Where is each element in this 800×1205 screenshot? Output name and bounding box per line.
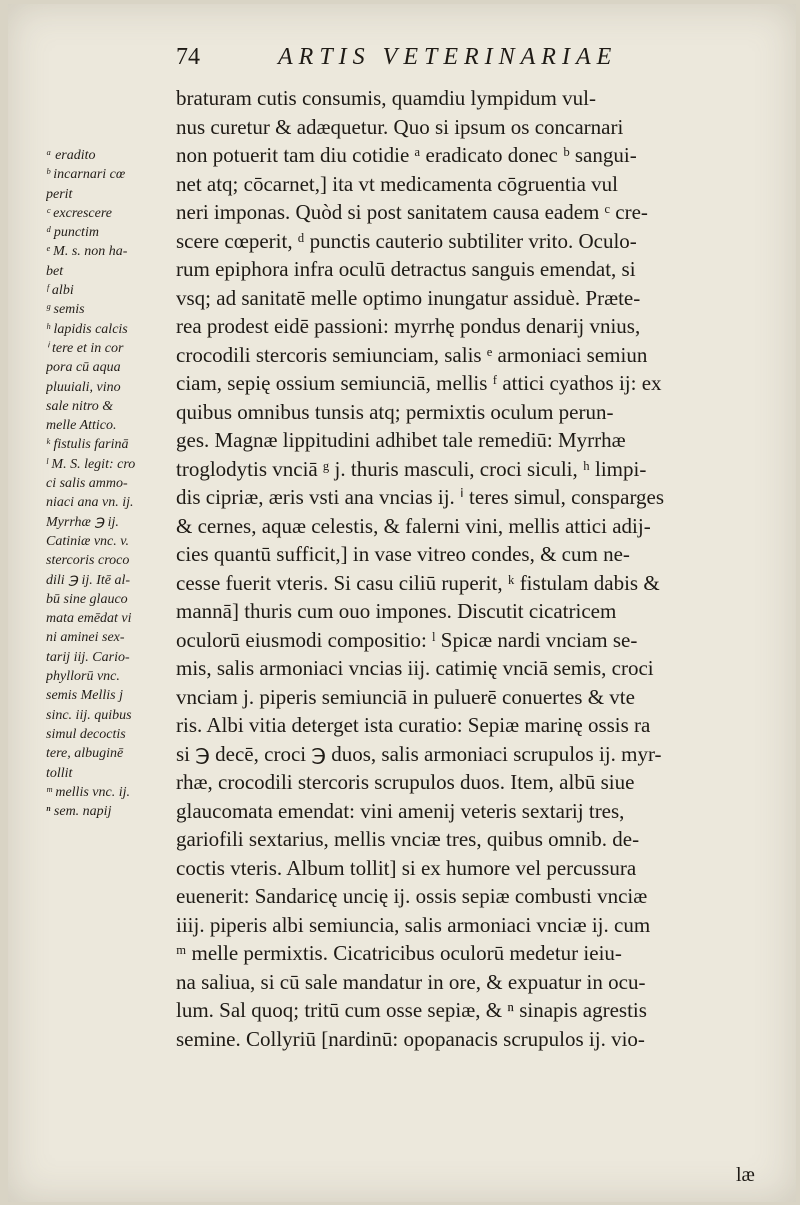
text-line: gariofili sextarius, mellis vnciæ tres, quibus omnib. de- [176,827,640,851]
text-line: cesse fuerit vteris. Si casu ciliū ruperit, ᵏ fistulam dabis & [176,570,660,595]
margin-note-line: semis Mellis j [46,688,123,704]
margin-note-line: ci salis ammo- [46,476,128,492]
text-line: ᵐ melle permixtis. Cicatricibus oculorū medetur ieiu- [176,941,622,965]
text-line: scere cœperit, ᵈ punctis cauterio subtiliter vrito. Oculo- [176,228,637,253]
text-line: vsq; ad sanitatē melle optimo inungatur assiduè. Præte- [176,285,641,310]
margin-note-line: stercoris croco [46,553,130,569]
margin-note-line: ᵈ punctim [46,225,99,241]
text-line: glaucomata emendat: vini amenij veteris sextarij tres, [176,798,625,823]
margin-note-line: ⁿ sem. napij [46,804,112,820]
margin-note-line: tarij iij. Cario- [46,649,130,665]
margin-note-line: tollit [46,765,73,781]
margin-note-line: simul decoctis [46,726,126,742]
margin-note-line: ʰ lapidis calcis [46,321,128,337]
margin-note-line: dili ℈ ij. Itē al- [46,572,131,588]
page-number: 74 [176,44,200,70]
text-line: rea prodest eidē passioni: myrrhę pondus denarij vnius, [176,314,641,338]
text-line: rhæ, crocodili stercoris scrupulos duos. Item, albū siue [176,770,635,794]
margin-note-line: tere, albuginē [46,746,124,762]
text-line: braturam cutis consumis, quamdiu lympidum vul- [176,86,596,110]
text-line: lum. Sal quoq; tritū cum osse sepiæ, & ⁿ sinapis agrestis [176,998,647,1022]
margin-note-line: ᶠ albi [46,283,74,299]
text-line: nus curetur & adæquetur. Quo si ipsum os concarnari [176,114,624,139]
text-line: quibus omnibus tunsis atq; permixtis oculum perun- [176,399,614,424]
margin-note-line: sinc. iij. quibus [46,707,132,723]
text-line: rum epiphora infra oculū detractus sanguis emendat, si [176,257,636,281]
margin-note-line: ⁱ tere et in cor [46,340,124,356]
margin-note-line: ᵏ fistulis farinā [46,437,129,453]
margin-note-line: ᵐ mellis vnc. ij. [46,784,130,800]
text-line: euenerit: Sandaricę uncię ij. ossis sepiæ combusti vnciæ [176,884,648,908]
main-text-column [176,84,776,1053]
text-line: cies quantū sufficit,] in vase vitreo condes, & cum ne- [176,542,630,566]
text-line: neri imponas. Quòd si post sanitatem causa eadem ᶜ cre- [176,200,648,224]
margin-note-line: Catiniæ vnc. v. [46,533,129,549]
page-header [8,44,796,80]
text-line: mannā] thuris cum ouo impones. Discutit cicatricem [176,599,617,623]
margin-note-line: phyllorū vnc. [46,669,120,685]
text-line: semine. Collyriū [nardinū: opopanacis scrupulos ij. vio- [176,1026,645,1051]
text-line: ges. Magnæ lippitudini adhibet tale remediū: Myrrhæ [176,428,626,452]
book-page [8,4,796,1202]
margin-note-line: niaci ana vn. ij. [46,495,134,511]
margin-note-line: melle Attico. [46,418,117,434]
margin-note-line: ᶜ excrescere [46,205,112,221]
catchword: læ [736,1164,755,1186]
text-line: na saliua, si cū sale mandatur in ore, & expuatur in ocu- [176,969,646,994]
margin-note-line: ᵇ incarnari cœ [46,167,126,183]
margin-note-line: ᵉ M. s. non ha- [46,244,128,260]
text-line: coctis vteris. Album tollit] si ex humore vel percussura [176,855,637,880]
text-line: dis cipriæ, æris vsti ana vncias ij. ⁱ teres simul, consparges [176,485,665,509]
text-line: net atq; cōcarnet,] ita vt medicamenta cōgruentia vul [176,171,618,196]
text-line: iiij. piperis albi semiuncia, salis armoniaci vnciæ ij. cum [176,912,651,937]
running-title: ARTIS VETERINARIAE [278,44,618,70]
margin-note-line: perit [46,186,73,202]
text-line: & cernes, aquæ celestis, & falerni vini, mellis attici adij- [176,513,651,538]
margin-note-line: bū sine glauco [46,591,128,607]
margin-notes-column [46,146,171,821]
text-line: troglodytis vnciā ᵍ j. thuris masculi, croci siculi, ʰ limpi- [176,456,647,481]
text-line: oculorū eiusmodi compositio: ˡ Spicæ nardi vnciam se- [176,627,638,652]
margin-note-line: pluuiali, vino [46,379,121,395]
margin-note-line: ni aminei sex- [46,630,125,646]
margin-note-line: ˡ M. S. legit: cro [46,456,136,472]
margin-note-line: sale nitro & [46,398,114,414]
margin-note-line: ᵃ eradito [46,148,96,163]
text-line: mis, salis armoniaci vncias iij. catimię vnciā semis, croci [176,656,654,680]
margin-note-line: mata emēdat vi [46,611,132,627]
margin-note-line: ᵍ semis [46,302,85,318]
margin-note-line: pora cū aqua [46,360,121,376]
text-line: non potuerit tam diu cotidie ᵃ eradicato donec ᵇ sangui- [176,143,637,167]
margin-note-line: bet [46,263,64,279]
margin-note-line: Myrrhæ ℈ ij. [46,514,119,530]
text-line: crocodili stercoris semiunciam, salis ᵉ armoniaci semiun [176,342,648,367]
text-line: vnciam j. piperis semiunciā in puluerē conuertes & vte [176,684,635,709]
text-line: si ℈ decē, croci ℈ duos, salis armoniaci scrupulos ij. myr- [176,741,662,766]
text-line: ciam, sepię ossium semiunciā, mellis ᶠ attici cyathos ij: ex [176,371,662,395]
text-line: ris. Albi vitia deterget ista curatio: Sepiæ marinę ossis ra [176,713,651,737]
